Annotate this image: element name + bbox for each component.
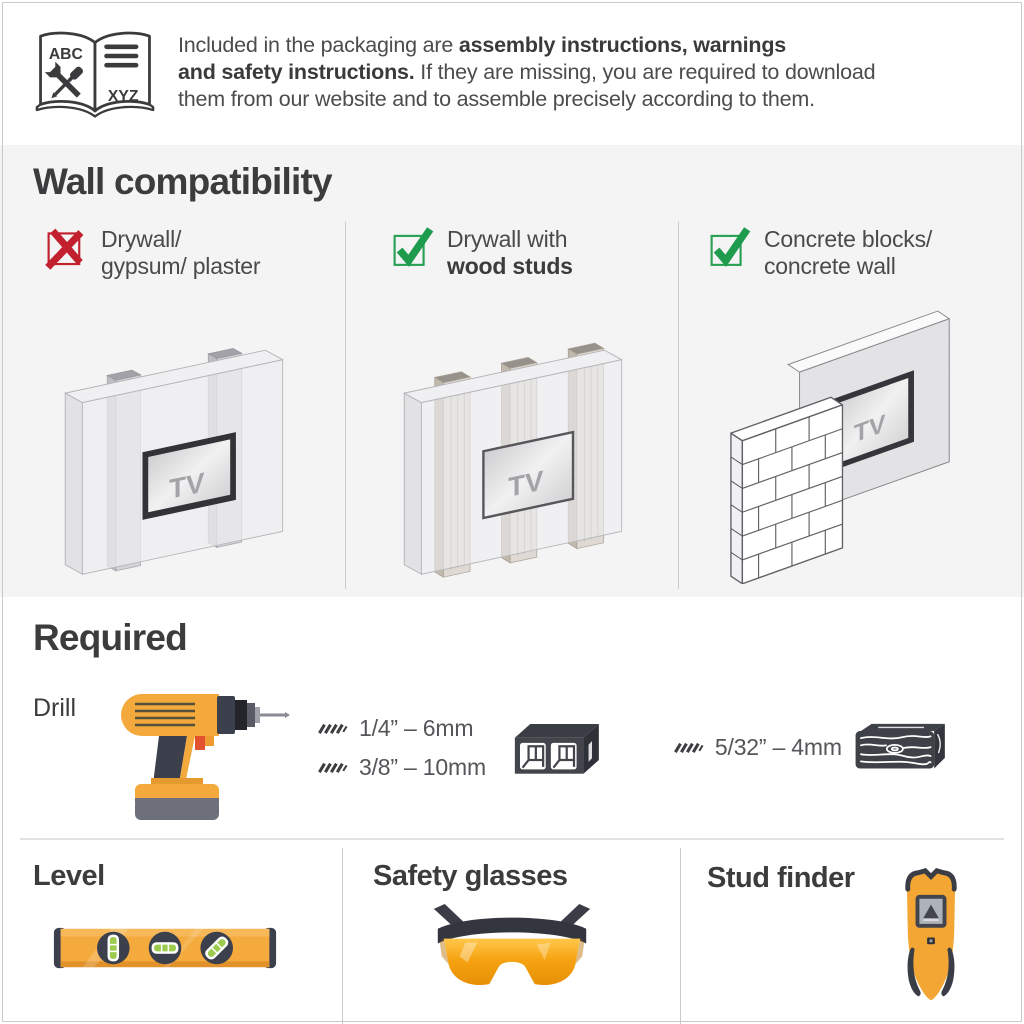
wall-compatibility-grid [0,222,1024,589]
wall-item-text [447,226,573,280]
drill-row [0,660,1024,836]
tool-label: Safety glasses [373,859,568,892]
drill-bit-icon [316,760,350,775]
tool-label: Level [33,859,105,892]
stud-finder-illustration [891,864,971,1009]
required-title: Required [33,617,187,658]
concrete-wall-illustration [709,288,995,584]
note-line-1: Included in the packaging are assembly instructions, warnings [178,32,787,57]
wall-item-line2: gypsum/ plaster [101,252,261,279]
wall-item-line1: Concrete blocks/ [764,225,933,252]
manual-book-icon [30,26,160,122]
packaging-note-text [178,32,875,113]
tv-screen-label: TV [508,464,544,503]
tool-stud-finder [680,848,1024,1024]
wood-plank-icon [852,719,952,777]
tv-screen-label: TV [168,466,204,505]
wall-item-drywall [0,222,345,589]
bit-size-row [316,715,486,742]
drywall-illustration [30,288,316,584]
green-check-checkbox-icon [705,225,753,270]
book-abc-text: ABC [48,45,83,63]
wall-item-label [388,224,678,280]
wall-item-line2: concrete wall [764,252,896,279]
wall-item-wood-studs [345,222,678,589]
section-divider [20,838,1004,840]
tv-screen-label: TV [853,409,886,449]
note-line-2: and safety instructions. If they are missing, you are required to download [178,59,876,84]
wall-compatibility-section [0,145,1024,597]
bit-size-row [316,754,486,781]
wall-item-text [764,226,932,280]
level-illustration [52,919,278,977]
wall-item-line2: wood studs [447,252,573,279]
tool-level [0,848,342,1024]
wood-studs-wall-illustration [369,288,655,584]
note-line-3: them from our website and to assemble precisely according to them. [178,87,815,112]
drill-bit-icon [672,740,706,755]
wall-item-label [42,224,345,280]
bit-size-row [672,734,842,761]
packaging-note-section [0,0,1024,145]
wall-item-line1: Drywall/ [101,225,182,252]
tool-label: Stud finder [707,861,855,894]
red-x-checkbox-icon [42,225,90,270]
tool-safety-glasses [342,848,680,1024]
drill-bit-sizes [316,715,486,781]
bit-size-text: 1/4” – 6mm [359,714,474,741]
concrete-block-icon [508,715,604,781]
drill-illustration [95,672,290,824]
book-text-lines [104,44,138,67]
wall-item-label [705,224,1024,280]
wall-item-concrete [678,222,1024,589]
other-tools-grid [0,848,1024,1024]
drill-bit-icon [316,721,350,736]
book-xyz-text: XYZ [107,87,139,105]
wall-item-line1: Drywall with [447,225,568,252]
green-check-checkbox-icon [388,225,436,270]
safety-glasses-illustration [418,899,606,998]
drill-label: Drill [33,693,77,722]
wall-item-text [101,226,260,280]
required-tools-section [0,597,1024,1024]
wall-compatibility-title: Wall compatibility [33,161,332,202]
bit-size-text: 3/8” – 10mm [359,753,486,780]
bit-size-text: 5/32” – 4mm [714,734,842,761]
